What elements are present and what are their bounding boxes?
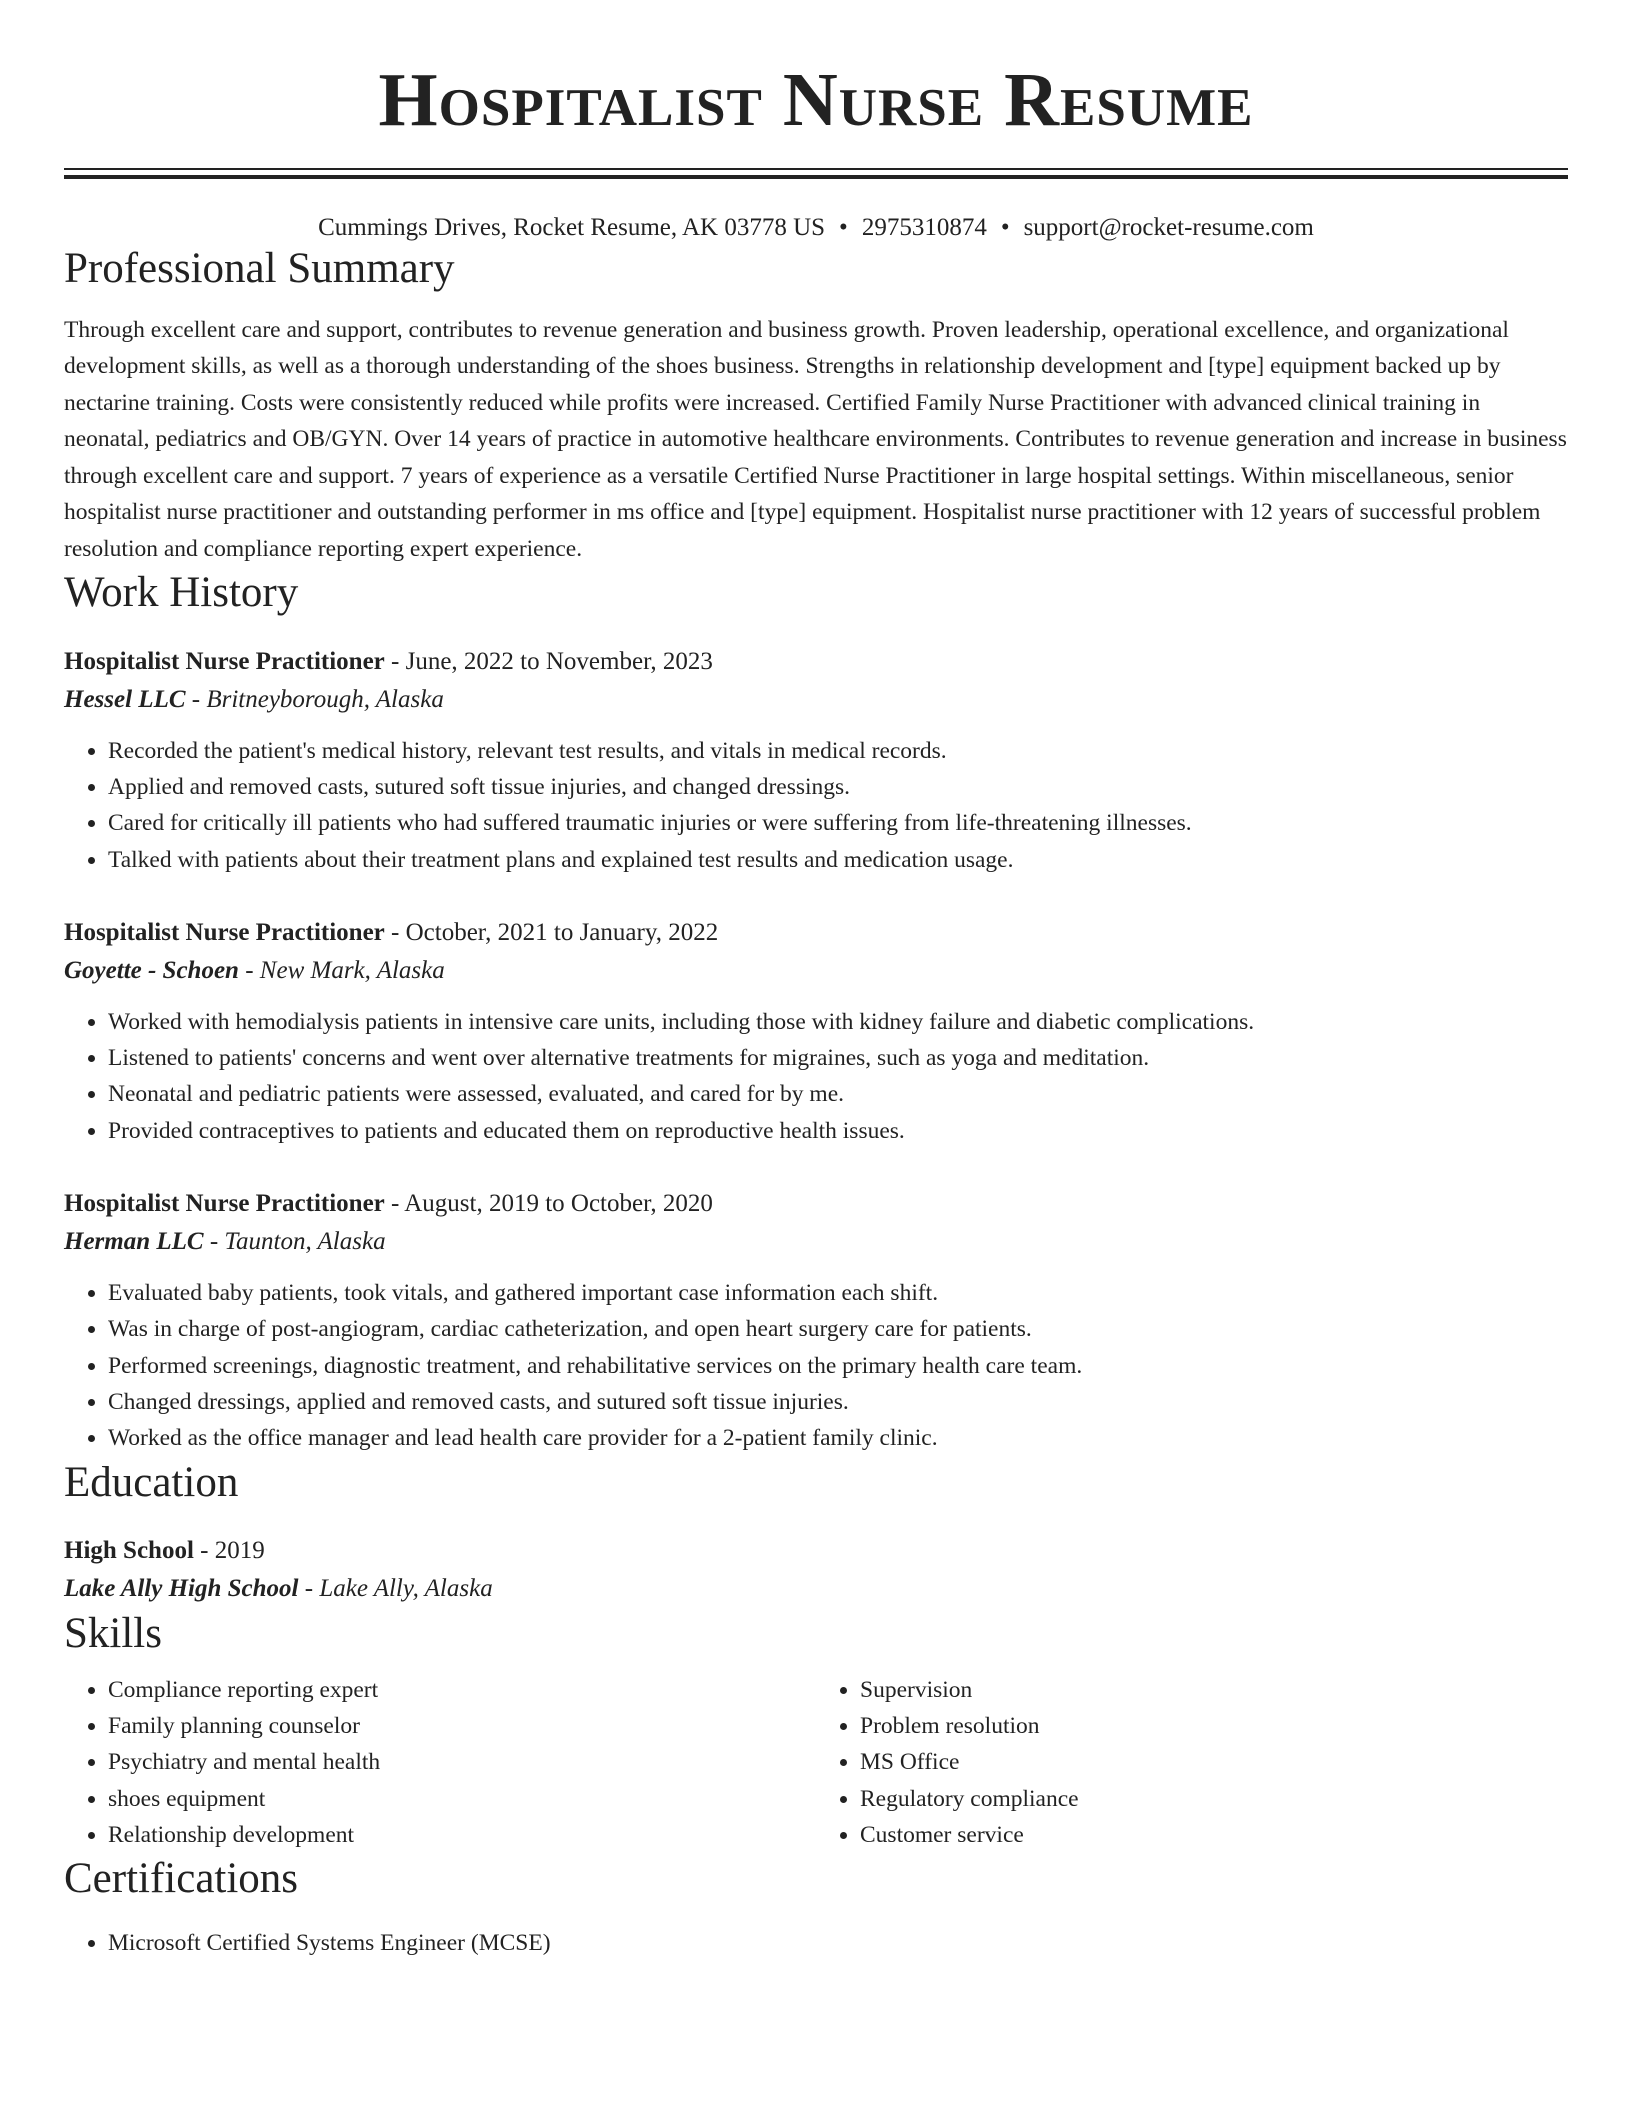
job-duties-list (64, 1275, 1568, 1456)
job-title-line (64, 1185, 1568, 1223)
contact-separator: • (839, 214, 848, 241)
skills-list-left (64, 1672, 816, 1853)
job-title: Hospitalist Nurse Practitioner (64, 1190, 385, 1218)
list-item: • Worked with hemodialysis patients in intensive care units, including those with kidney failure and diabetic complications. (108, 1004, 1568, 1040)
list-item: • Was in charge of post-angiogram, cardiac catheterization, and open heart surgery care for patients. (108, 1311, 1568, 1347)
list-item: • shoes equipment (108, 1781, 816, 1817)
job-duties-list (64, 733, 1568, 878)
education-entry (64, 1532, 1568, 1608)
list-item: • Supervision (860, 1672, 1568, 1708)
job-company-line (64, 952, 1568, 990)
list-item: • Compliance reporting expert (108, 1672, 816, 1708)
list-item: • MS Office (860, 1744, 1568, 1780)
list-item: • Performed screenings, diagnostic treatment, and rehabilitative services on the primary health care team. (108, 1348, 1568, 1384)
job-title: Hospitalist Nurse Practitioner (64, 918, 385, 946)
summary-text: Through excellent care and support, contributes to revenue generation and business growth. Proven leadership, operational excellence, and organizational development skills, as well as a thorough understanding of the shoes business. Strengths in relationship development and [type] equipment backed up by nectarine training. Costs were consistently reduced while profits were increased. Certified Family Nurse Practitioner with advanced clinical training in neonatal, pediatrics and OB/GYN. Over 14 years of practice in automotive healthcare environments. Contributes to revenue generation and increase in business through excellent care and support. 7 years of experience as a versatile Certified Nurse Practitioner in large hospital settings. Within miscellaneous, senior hospitalist nurse practitioner and outstanding performer in ms office and [type] equipment. Hospitalist nurse practitioner with 12 years of successful problem resolution and compliance reporting expert experience. (64, 316, 1567, 562)
list-item: • Cared for critically ill patients who had suffered traumatic injuries or were suffering from life-threatening illnesses. (108, 805, 1568, 841)
job-entry (64, 643, 1568, 878)
list-item: • Talked with patients about their treatment plans and explained test results and medication usage. (108, 842, 1568, 878)
certifications-heading: Certifications (64, 1855, 299, 1903)
skills-heading: Skills (64, 1610, 162, 1658)
job-dates: - August, 2019 to October, 2020 (384, 1190, 713, 1218)
education-school-line (64, 1570, 1568, 1608)
job-company: Goyette - Schoen (64, 956, 239, 984)
job-dates: - June, 2022 to November, 2023 (384, 647, 713, 675)
certifications-list (64, 1925, 1568, 1961)
list-item: • Microsoft Certified Systems Engineer (MCSE) (108, 1925, 1568, 1961)
contact-separator: • (1000, 214, 1010, 241)
contact-line (64, 213, 1568, 243)
list-item: • Provided contraceptives to patients and educated them on reproductive health issues. (108, 1113, 1568, 1149)
job-location: - New Mark, Alaska (238, 956, 445, 984)
job-company: Hessel LLC (64, 685, 186, 713)
job-company: Herman LLC (64, 1228, 204, 1256)
contact-email: support@rocket-resume.com (1023, 214, 1314, 241)
skills-columns (64, 1672, 1568, 1853)
job-location: - Britneyborough, Alaska (185, 685, 444, 713)
education-degree: High School (64, 1537, 194, 1565)
job-company-line (64, 681, 1568, 719)
skills-list-right (816, 1672, 1568, 1853)
list-item: • Recorded the patient's medical history, relevant test results, and vitals in medical records. (108, 733, 1568, 769)
education-heading: Education (64, 1458, 239, 1506)
list-item: • Changed dressings, applied and removed casts, and sutured soft tissue injuries. (108, 1384, 1568, 1420)
summary-heading: Professional Summary (64, 245, 455, 292)
list-item: • Evaluated baby patients, took vitals, and gathered important case information each shift. (108, 1275, 1568, 1311)
list-item: • Regulatory compliance (860, 1781, 1568, 1817)
job-entry (64, 1185, 1568, 1456)
contact-phone: 2975310874 (861, 214, 987, 241)
list-item: • Applied and removed casts, sutured soft tissue injuries, and changed dressings. (108, 769, 1568, 805)
education-degree-line (64, 1532, 1568, 1570)
education-location: - Lake Ally, Alaska (298, 1575, 493, 1603)
certifications-section (64, 1925, 1568, 1961)
work-history-heading: Work History (64, 569, 299, 617)
list-item: • Problem resolution (860, 1708, 1568, 1744)
job-dates: - October, 2021 to January, 2022 (384, 918, 719, 946)
list-item: • Customer service (860, 1817, 1568, 1853)
title-divider (64, 168, 1568, 179)
list-item: • Family planning counselor (108, 1708, 816, 1744)
job-title-line (64, 643, 1568, 681)
list-item: • Listened to patients' concerns and went over alternative treatments for migraines, such as yoga and meditation. (108, 1040, 1568, 1076)
education-year: - 2019 (193, 1537, 265, 1565)
job-entry (64, 914, 1568, 1149)
list-item: • Psychiatry and mental health (108, 1744, 816, 1780)
job-location: - Taunton, Alaska (203, 1228, 386, 1256)
resume-title: Hospitalist Nurse Resume (378, 58, 1254, 142)
job-title-line (64, 914, 1568, 952)
list-item: • Worked as the office manager and lead health care provider for a 2-patient family clinic. (108, 1420, 1568, 1456)
contact-address: Cummings Drives, Rocket Resume, AK 03778 US (318, 214, 826, 241)
job-duties-list (64, 1004, 1568, 1149)
list-item: • Neonatal and pediatric patients were assessed, evaluated, and cared for by me. (108, 1076, 1568, 1112)
list-item: • Relationship development (108, 1817, 816, 1853)
job-company-line (64, 1223, 1568, 1261)
job-title: Hospitalist Nurse Practitioner (64, 647, 385, 675)
education-school: Lake Ally High School (64, 1575, 299, 1603)
